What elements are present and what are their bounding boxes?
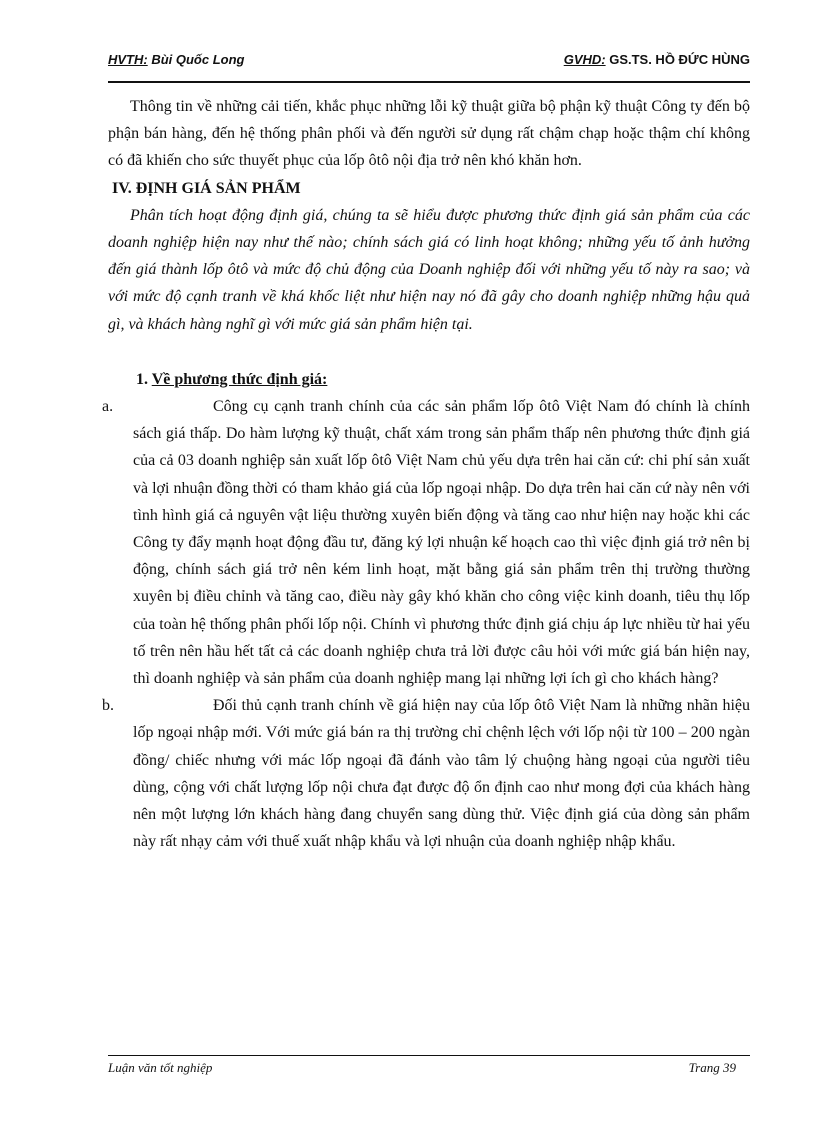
page-header [108,50,750,72]
list-item-text: Đối thủ cạnh tranh chính về giá hiện nay của lốp ôtô Việt Nam là những nhãn hiệu lốp ngoại nhập mới. Với mức giá bán ra thị trường chỉ chệnh lệch với lốp nội từ 100 – 200 ngàn đồng/ chiếc nhưng với mác lốp ngoại đã đánh vào tâm lý chuộng hàng ngoại của người tiêu dùng, cộng với chất lượng lốp nội chưa đạt được độ ổn định cao như mong đợi của khách hàng nên một lượng lớn khách hàng đang chuyển sang dùng thử. Việc định giá của dòng sản phẩm này rất nhạy cảm với thuế xuất nhập khẩu và lợi nhuận của doanh nghiệp nhập khẩu. [133,697,750,851]
advisor-label: GVHD: [563,52,606,67]
subsection-heading [108,366,750,393]
footer-rule [108,1055,750,1056]
section-intro: Phân tích hoạt động định giá, chúng ta sẽ hiểu được phương thức định giá sản phẩm của các doanh nghiệp hiện nay như thế nào; chính sách giá có linh hoạt không; những yếu tố ảnh hưởng đến giá thành lốp ôtô và mức độ chủ động của Doanh nghiệp đối với những yếu tố này ra sao; và với mức độ cạnh tranh về khá khốc liệt như hiện nay nó đã gây cho doanh nghiệp những hậu quả gì, và khách hàng nghĩ gì với mức giá sản phẩm hiện tại. [108,206,750,333]
section-heading: IV. ĐỊNH GIÁ SẢN PHẨM [112,179,301,197]
advisor-name: GS.TS. HỒ ĐỨC HÙNG [605,52,750,67]
list-marker: b. [102,697,114,715]
footer-title: Luận văn tốt nghiệp [108,1060,213,1075]
list-item-text: Công cụ cạnh tranh chính của các sản phẩm lốp ôtô Việt Nam đó chính là chính sách giá thấp. Do hàm lượng kỹ thuật, chất xám trong sản phẩm thấp nên phương thức định giá của cả 03 doanh nghiệp sản xuất lốp ôtô Việt Nam chủ yếu dựa trên hai căn cứ: chi phí sản xuất và lợi nhuận đồng thời có tham khảo giá của lốp ngoại nhập. Do dựa trên hai căn cứ này nên với tình hình giá cả nguyên vật liệu thường xuyên biến động và tăng cao như hiện nay hoặc khi các Công ty đẩy mạnh hoạt động đầu tư, đăng ký lợi nhuận kế hoạch cao thì việc định giá trở nên bị động, chính sách giá trở nên kém linh hoạt, mặt bằng giá sản phẩm trên thị trường thường xuyên bị điều chỉnh và tăng cao, điều này gây khó khăn cho công việc kinh doanh, tiêu thụ lốp của toàn hệ thống phân phối lốp nội. Chính vì phương thức định giá chịu áp lực nhiều từ hai yếu tố trên nên hầu hết tất cả các doanh nghiệp chưa trả lời được câu hỏi với mức giá bán hiện nay, thì doanh nghiệp và sản phẩm của doanh nghiệp mang lại những lợi ích gì cho khách hàng? [133,398,750,688]
header-rule [108,81,750,83]
student-info [108,52,244,67]
student-label: HVTH: [108,52,148,67]
list-item [102,692,750,855]
advisor-info [564,52,750,67]
list-item [102,393,750,692]
intro-paragraph: Thông tin về những cải tiến, khắc phục những lỗi kỹ thuật giữa bộ phận kỹ thuật Công ty đến bộ phận bán hàng, đến hệ thống phân phối và đến người sử dụng rất chậm chạp hoặc thậm chí không có đã khiến cho sức thuyết phục của lốp ôtô nội địa trở nên khó khăn hơn. [108,98,750,170]
subsection-title: Về phương thức định giá: [151,370,328,388]
student-name: Bùi Quốc Long [147,52,245,67]
subsection-number: 1. [136,370,148,388]
list-marker: a. [102,398,114,416]
page-number: Trang 39 [688,1060,736,1075]
page-content [102,93,750,855]
